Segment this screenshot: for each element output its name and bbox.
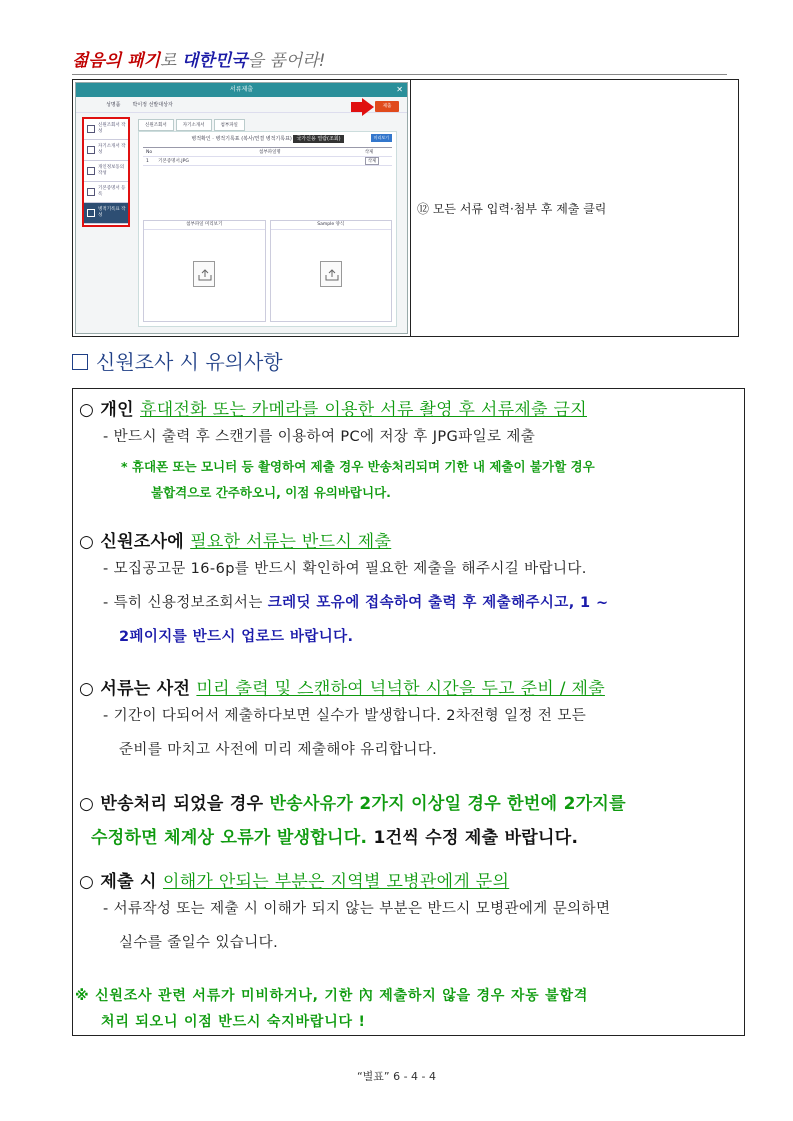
notice-item-5-highlight: 이해가 안되는 부분은 지역별 모병관에게 문의	[162, 872, 510, 892]
pane-preview	[143, 220, 266, 322]
section-title-text: 신원조사 시 유의사항	[96, 350, 283, 374]
side-menu	[82, 117, 130, 227]
notice-box	[72, 388, 745, 1036]
app-window	[75, 82, 408, 334]
notice-item-2-lead: ○ 신원조사에	[79, 532, 191, 552]
main-panel	[138, 131, 397, 327]
info-label: 성명품	[106, 102, 121, 108]
tab-3[interactable]: 첨부파일	[214, 119, 245, 131]
notice-item-3-headline	[79, 674, 738, 699]
notice-item-1-sub: - 반드시 출력 후 스캔기를 이용하여 PC에 저장 후 JPG파일로 제출	[103, 429, 536, 445]
notice-item-3-sub-line1: - 기간이 다되어서 제출하다보면 실수가 발생합니다. 2차전형 일정 전 모든	[103, 708, 587, 724]
main-heading-text: 병적확인 · 병적기록표 (복사/연결 병적기록표)	[191, 136, 292, 142]
file-table	[143, 147, 392, 166]
notice-item-4-lead: ○ 반송처리 되었을 경우	[79, 794, 270, 814]
notice-item-2-sub2-plain: - 특히 신용정보조회서는	[103, 595, 268, 611]
side-item-4[interactable]: 기본증명서 등록	[84, 182, 128, 203]
instruction-cell	[411, 80, 738, 336]
upload-icon[interactable]	[193, 261, 215, 287]
col-name: 첨부파일명	[259, 150, 281, 155]
submit-button[interactable]: 제출	[375, 101, 399, 112]
side-item-5[interactable]: 병적기록표 작성	[84, 203, 128, 224]
bottom-warning-line1: ※ 신원조사 관련 서류가 미비하거나, 기한 內 제출하지 않을 경우 자동 불합격	[75, 988, 589, 1004]
main-heading	[139, 132, 396, 145]
col-delete: 삭제	[364, 150, 374, 155]
side-item-1[interactable]: 신원조회서 작성	[84, 119, 128, 140]
notice-item-5-lead: ○ 제출 시	[79, 872, 163, 892]
bottom-warning-line2: 처리 되오니 이점 반드시 숙지바랍니다 !	[101, 1014, 366, 1030]
notice-item-3-sub-line2: 준비를 마치고 사전에 미리 제출해야 유리합니다.	[119, 742, 438, 758]
checkbox-square-icon	[72, 354, 88, 370]
notice-item-2-headline	[79, 527, 738, 552]
table-row	[143, 157, 392, 166]
notice-item-2-highlight: 필요한 서류는 반드시 제출	[190, 532, 392, 552]
notice-item-1-lead: ○ 개인	[79, 400, 141, 420]
notice-item-3-lead: ○ 서류는 사전	[79, 679, 197, 699]
tab-2[interactable]: 자기소개서	[176, 119, 212, 131]
screenshot-cell	[73, 80, 411, 336]
notice-item-4-headline	[79, 787, 738, 855]
close-icon[interactable]: ✕	[396, 85, 403, 94]
pane-preview-title: 첨부파일 미리보기	[144, 221, 265, 230]
side-item-3[interactable]: 개인정보동의 작성	[84, 161, 128, 182]
window-titlebar	[76, 83, 407, 97]
row-delete-button[interactable]: 삭제	[365, 157, 380, 165]
notice-item-4-tail: 1건씩 수정 제출 바랍니다.	[367, 828, 579, 848]
notice-item-2-sub2-blue: 크레딧 포유에 접속하여 출력 후 제출해주시고, 1 ~	[267, 595, 609, 611]
notice-item-1	[79, 395, 738, 506]
star-line-1: * 휴대폰 또는 모니터 등 촬영하여 제출 경우 반송처리되며 기한 내 제출이 불가할 경우	[121, 459, 595, 474]
header-part1: 젊음의 패기	[72, 51, 161, 71]
notice-item-3-highlight: 미리 출력 및 스캔하여 넉넉한 시간을 두고 준비 / 제출	[196, 679, 605, 699]
notice-item-5	[79, 867, 738, 960]
notice-item-5-sub	[79, 892, 738, 960]
notice-item-2	[79, 527, 738, 654]
header-rule	[72, 74, 727, 75]
notice-item-5-sub-line2: 실수를 줄일수 있습니다.	[119, 935, 279, 951]
row-name: 기본증명서.JPG	[158, 159, 189, 164]
pane-sample-title: Sample 양식	[271, 221, 392, 230]
preview-panes	[143, 220, 392, 322]
info-value: 박이정 선발대상자	[132, 102, 173, 108]
notice-item-5-sub-line1: - 서류작성 또는 제출 시 이해가 되지 않는 부분은 반드시 모병관에게 문의하면	[103, 901, 611, 917]
star-line-2: 불합격으로 간주하오니, 이점 유의바랍니다.	[151, 485, 391, 500]
notice-item-4-green1: 반송사유가 2가지 이상일 경우 한번에 2가지를	[269, 794, 626, 814]
pane-sample	[270, 220, 393, 322]
notice-item-4	[79, 787, 738, 855]
preview-button[interactable]: 미리보기	[371, 134, 392, 142]
notice-item-2-sub2-cont: 2페이지를 반드시 업로드 바랍니다.	[119, 629, 354, 645]
notice-item-2-sub1: - 모집공고문 16-6p를 반드시 확인하여 필요한 제출을 해주시길 바랍니다.	[103, 561, 587, 577]
header-part4: 을 품어라!	[247, 51, 326, 71]
tab-bar	[138, 119, 245, 131]
main-heading-tag: 국가신용 열람(조회)	[293, 135, 343, 143]
arrow-icon	[362, 98, 374, 116]
notice-item-1-headline	[79, 395, 738, 420]
notice-item-3	[79, 674, 738, 767]
side-item-2[interactable]: 자기소개서 작성	[84, 140, 128, 161]
tab-1[interactable]: 신원조회서	[138, 119, 174, 131]
window-title: 서류제출	[229, 86, 254, 93]
notice-item-4-line2	[79, 821, 738, 855]
upload-icon[interactable]	[320, 261, 342, 287]
notice-item-2-sub2	[79, 586, 738, 654]
screenshot-table	[72, 79, 739, 337]
notice-item-1-star	[79, 454, 738, 506]
instruction-text: ⑫ 모든 서류 입력·첨부 후 제출 클릭	[417, 201, 607, 216]
notice-item-3-sub	[79, 699, 738, 767]
bottom-warning	[73, 983, 588, 1035]
notice-item-1-highlight: 휴대전화 또는 카메라를 이용한 서류 촬영 후 서류제출 금지	[140, 400, 587, 420]
notice-item-4-green2: 수정하면 체계상 오류가 발생합니다.	[91, 828, 368, 848]
notice-item-5-headline	[79, 867, 738, 892]
col-no: No	[146, 149, 153, 155]
row-no: 1	[146, 158, 149, 164]
table-header	[143, 148, 392, 157]
header-part3: 대한민국	[181, 51, 248, 71]
page-header	[72, 46, 727, 71]
section-title	[72, 346, 283, 375]
header-part2: 로	[160, 51, 182, 71]
page-footer: “별표” 6 - 4 - 4	[356, 1070, 437, 1083]
